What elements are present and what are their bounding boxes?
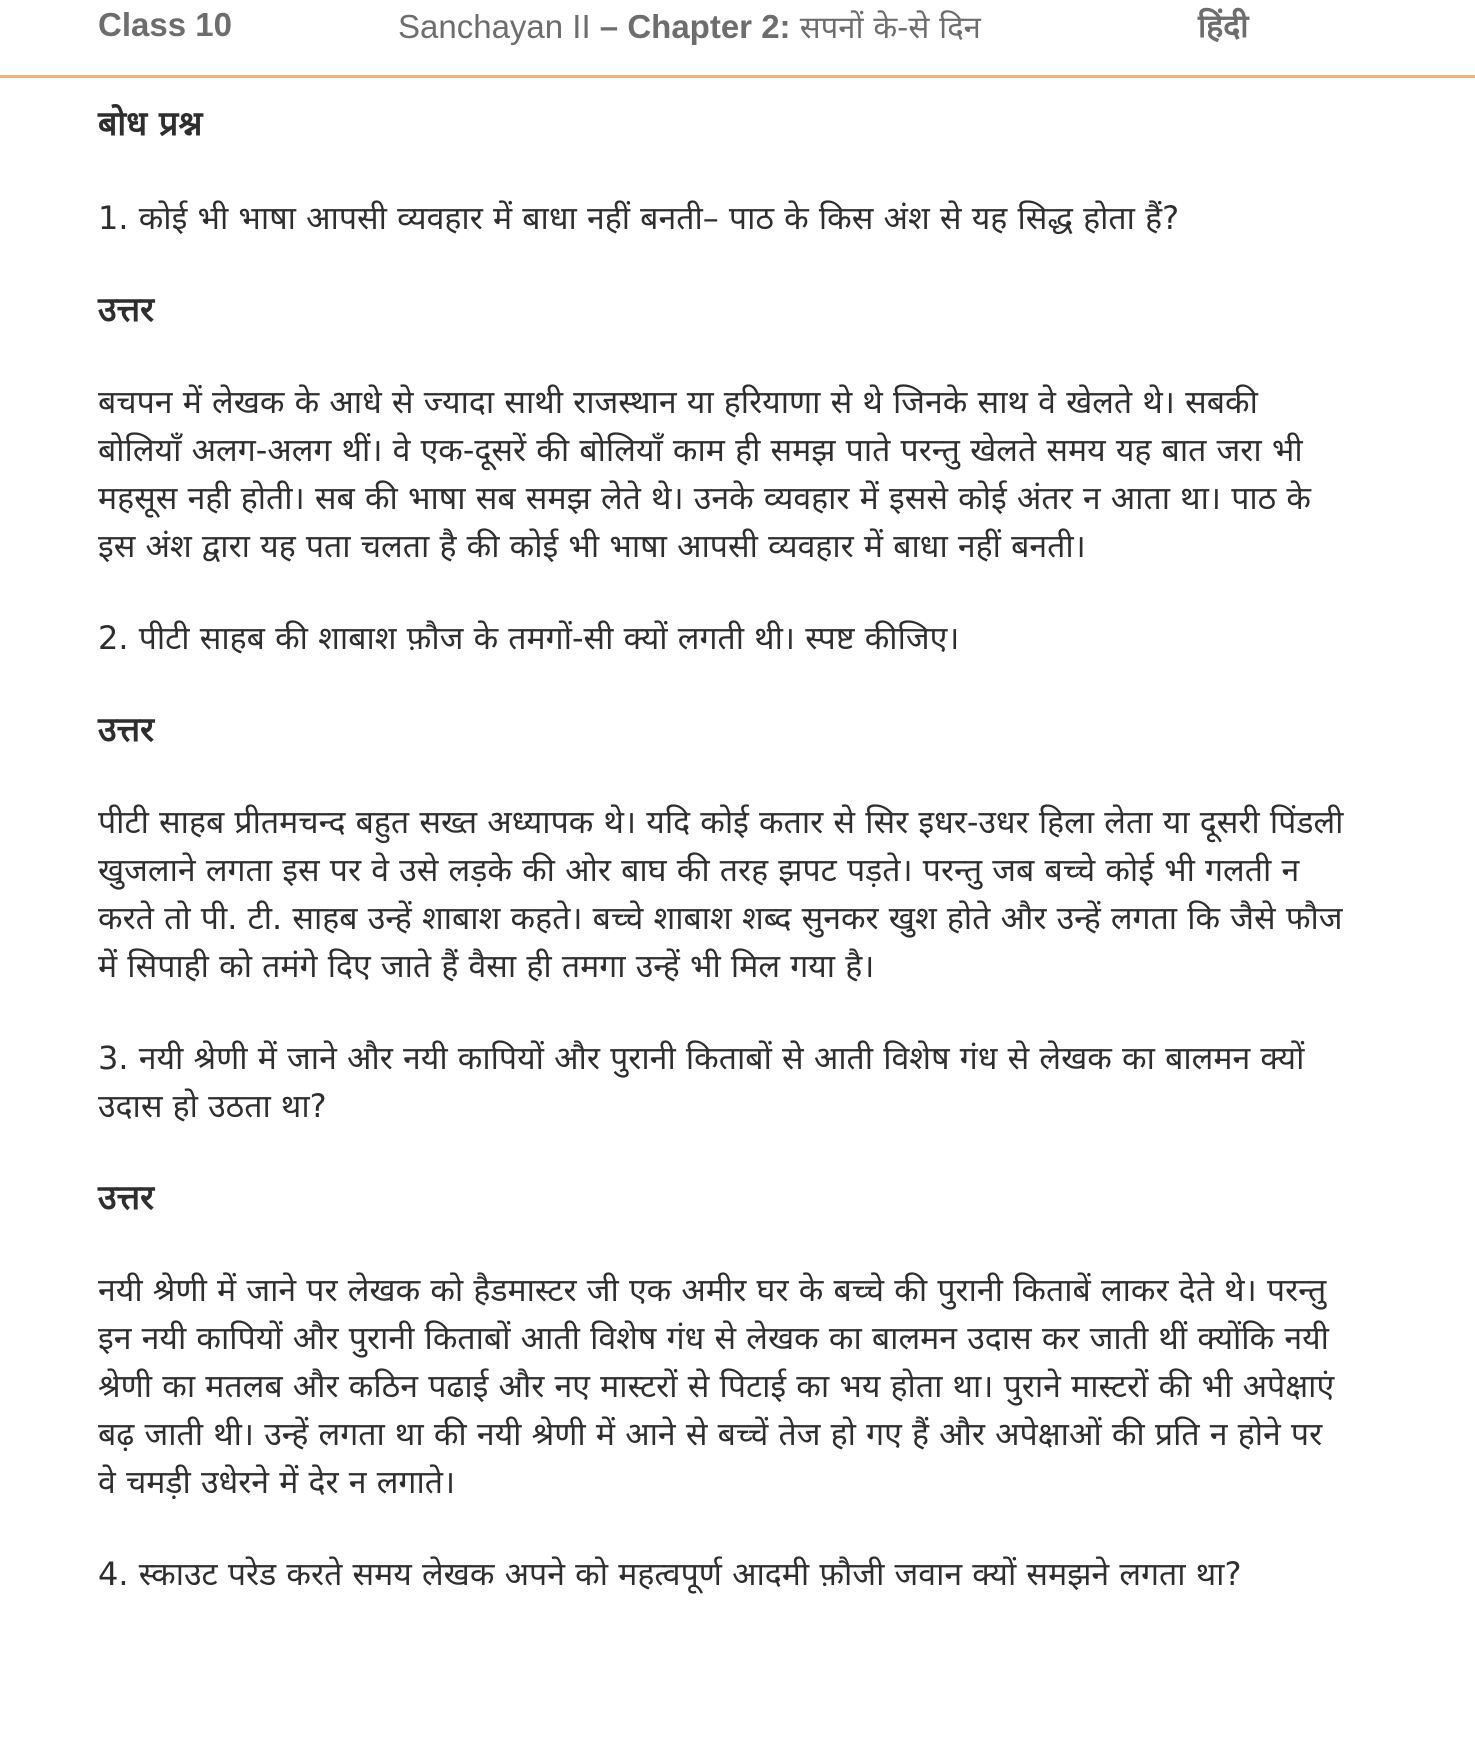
question-2: 2. पीटी साहब की शाबाश फ़ौज के तमगों-सी क्यों लगती थी। स्पष्ट कीजिए। [98, 619, 960, 657]
answer-label-2: उत्तर [98, 710, 155, 750]
class-label: Class 10 [98, 6, 232, 43]
separator: – [590, 8, 628, 45]
answer-2: पीटी साहब प्रीतमचन्द बहुत सख्त अध्यापक थे। यदि कोई कतार से सिर इधर-उधर हिला लेता या दूसरी पिंडली खुजलाने लगता इस पर वे उसे लड़के की ओर बाघ की तरह झपट पड़ते। परन्तु जब बच्चे कोई भी गलती न करते तो पी. टी. साहब उन्हें शाबाश कहते। बच्चे शाबाश शब्द सुनकर खुश होते और उन्हें लगता कि जैसे फौज में सिपाही को तमंगे दिए जाते हैं वैसा ही तमगा उन्हें भी मिल गया है। [98, 803, 1344, 985]
answer-3: नयी श्रेणी में जाने पर लेखक को हैडमास्टर जी एक अमीर घर के बच्चे की पुरानी किताबें लाकर देते थे। परन्तु इन नयी कापियों और पुरानी किताबों आती विशेष गंध से लेखक का बालमन उदास कर जाती थीं क्योंकि नयी श्रेणी का मतलब और कठिन पढाई और नए मास्टरों से पिटाई का भय होता था। पुराने मास्टरों की भी अपेक्षाएं बढ़ जाती थी। उन्हें लगता था की नयी श्रेणी में आने से बच्चें तेज हो गए हैं और अपेक्षाओं की प्रति न होने पर वे चमड़ी उधेरने में देर न लगाते। [98, 1271, 1335, 1501]
question-1: 1. कोई भी भाषा आपसी व्यवहार में बाधा नहीं बनती– पाठ के किस अंश से यह सिद्ध होता हैं? [98, 199, 1180, 237]
subject-label: हिंदी [1198, 7, 1249, 45]
answer-label-1: उत्तर [98, 290, 155, 330]
chapter-label: Chapter 2: [627, 8, 791, 45]
question-4: 4. स्काउट परेड करते समय लेखक अपने को महत्वपूर्ण आदमी फ़ौजी जवान क्यों समझने लगता था? [98, 1555, 1242, 1593]
answer-label-3: उत्तर [98, 1178, 155, 1218]
chapter-info [398, 6, 981, 48]
question-3: 3. नयी श्रेणी में जाने और नयी कापियों और पुरानी किताबों से आती विशेष गंध से लेखक का बालमन क्यों उदास हो उठता था? [98, 1039, 1305, 1125]
answer-1: बचपन में लेखक के आधे से ज्यादा साथी राजस्थान या हरियाणा से थे जिनके साथ वे खेलते थे। सबकी बोलियाँ अलग-अलग थीं। वे एक-दूसरें की बोलियाँ काम ही समझ पाते परन्तु खेलते समय यह बात जरा भी महसूस नही होती। सब की भाषा सब समझ लेते थे। उनके व्यवहार में इससे कोई अंतर न आता था। पाठ के इस अंश द्वारा यह पता चलता है की कोई भी भाषा आपसी व्यवहार में बाधा नहीं बनती। [98, 383, 1312, 565]
page-content [98, 100, 1348, 1598]
page-header [0, 0, 1475, 78]
chapter-title: सपनों के-से दिन [799, 10, 981, 46]
section-title: बोध प्रश्न [98, 104, 203, 144]
book-name: Sanchayan II [398, 8, 591, 45]
